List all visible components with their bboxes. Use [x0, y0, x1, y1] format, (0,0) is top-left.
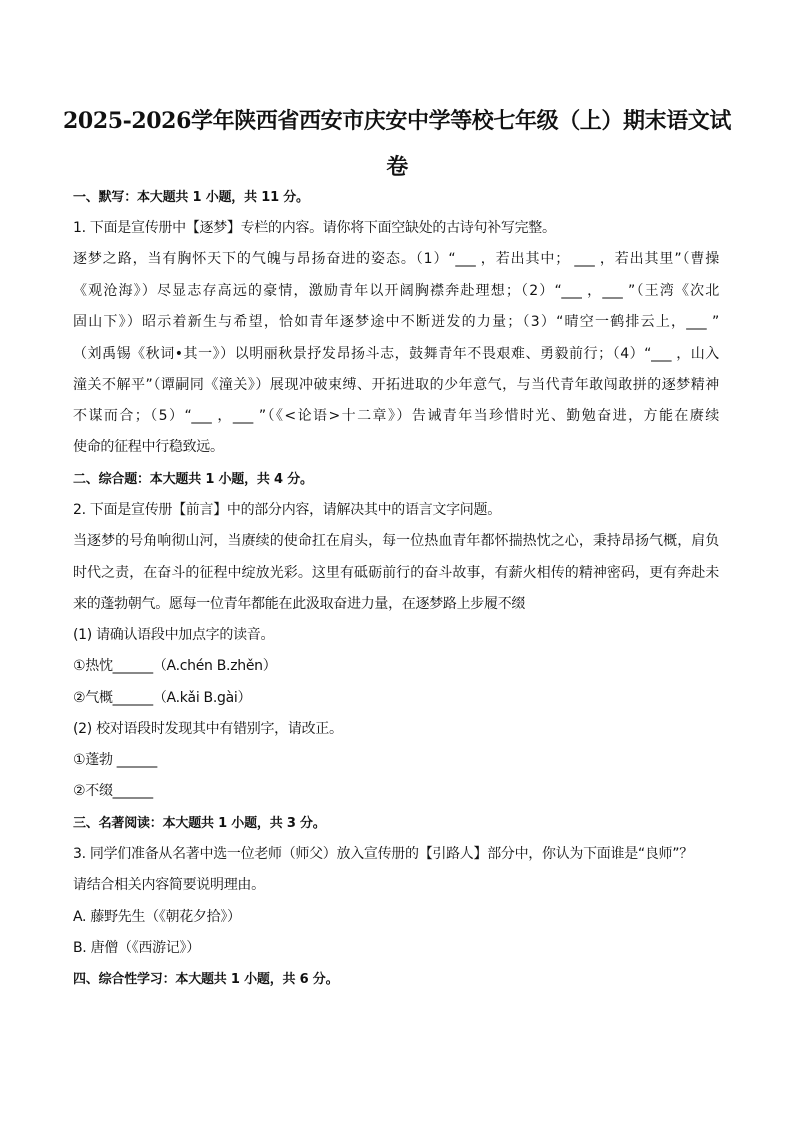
question-1-text-line: 不谋而合；（5）“___ ，___ ”（《<论语>十二章》）告诫青年当珍惜时光、勤勉奋进，方能在赓续	[73, 408, 719, 424]
question-2-item: ②气概______（A.kǎi B.gài）	[73, 690, 252, 706]
question-2-sub2: (2) 校对语段时发现其中有错别字，请改正。	[73, 721, 343, 737]
section-3-heading: 三、名著阅读：本大题共 1 小题，共 3 分。	[73, 816, 326, 831]
question-1-text-line: 逐梦之路，当有胸怀天下的气魄与昂扬奋进的姿态。（1）“___ ，若出其中； ___ ，若出其里”（曹操	[73, 251, 719, 267]
question-1-text-line: 固山下》）昭示着新生与希望，恰如青年逐梦途中不断迸发的力量；（3）“晴空一鹤排云上，___ ”	[73, 314, 719, 330]
question-2-item: ①热忱______（A.chén B.zhěn）	[73, 658, 277, 674]
question-2-item: ①蓬勃 ______	[73, 752, 158, 768]
question-3-prompt-cont: 请结合相关内容简要说明理由。	[73, 877, 265, 893]
question-3-option-b: B. 唐僧（《西游记》）	[73, 940, 200, 956]
section-4-heading: 四、综合性学习：本大题共 1 小题，共 6 分。	[73, 972, 339, 987]
question-1-text-line: 使命的征程中行稳致远。	[73, 439, 224, 455]
question-2-item: ②不缀______	[73, 783, 153, 799]
question-2-passage-line: 时代之责，在奋斗的征程中绽放光彩。这里有砥砺前行的奋斗故事，有薪火相传的精神密码，更有奔赴未	[73, 565, 719, 581]
question-1-text-line: （刘禹锡《秋词•其一》）以明丽秋景抒发昂扬斗志，鼓舞青年不畏艰难、勇毅前行；（4）“___ ，山入	[73, 346, 719, 362]
exam-title: 2025-2026学年陕西省西安市庆安中学等校七年级（上）期末语文试卷	[63, 108, 731, 180]
question-1-text-line: 《观沧海》）尽显志存高远的豪情，激励青年以开阔胸襟奔赴理想；（2）“___ ，___ ”（王湾《次北	[73, 283, 719, 299]
question-3-option-a: A. 藤野先生（《朝花夕拾》）	[73, 909, 241, 925]
question-3-prompt: 3. 同学们准备从名著中选一位老师（师父）放入宣传册的【引路人】部分中，你认为下面谁是“良师”？	[73, 846, 693, 862]
question-2-sub1: (1) 请确认语段中加点字的读音。	[73, 627, 275, 643]
question-2-passage-line: 当逐梦的号角响彻山河，当赓续的使命扛在肩头，每一位热血青年都怀揣热忱之心，秉持昂扬气概，肩负	[73, 533, 719, 549]
section-1-heading: 一、默写：本大题共 1 小题，共 11 分。	[73, 190, 309, 205]
question-1-prompt: 1. 下面是宣传册中【逐梦】专栏的内容。请你将下面空缺处的古诗句补写完整。	[73, 220, 556, 236]
question-2-prompt: 2. 下面是宣传册【前言】中的部分内容，请解决其中的语言文字问题。	[73, 502, 501, 518]
section-2-heading: 二、综合题：本大题共 1 小题，共 4 分。	[73, 472, 313, 487]
question-1-text-line: 潼关不解平”（谭嗣同《潼关》）展现冲破束缚、开拓进取的少年意气，与当代青年敢闯敢拼的逐梦精神	[73, 377, 719, 393]
question-2-passage-line: 来的蓬勃朝气。愿每一位青年都能在此汲取奋进力量，在逐梦路上步履不缀	[73, 596, 526, 612]
